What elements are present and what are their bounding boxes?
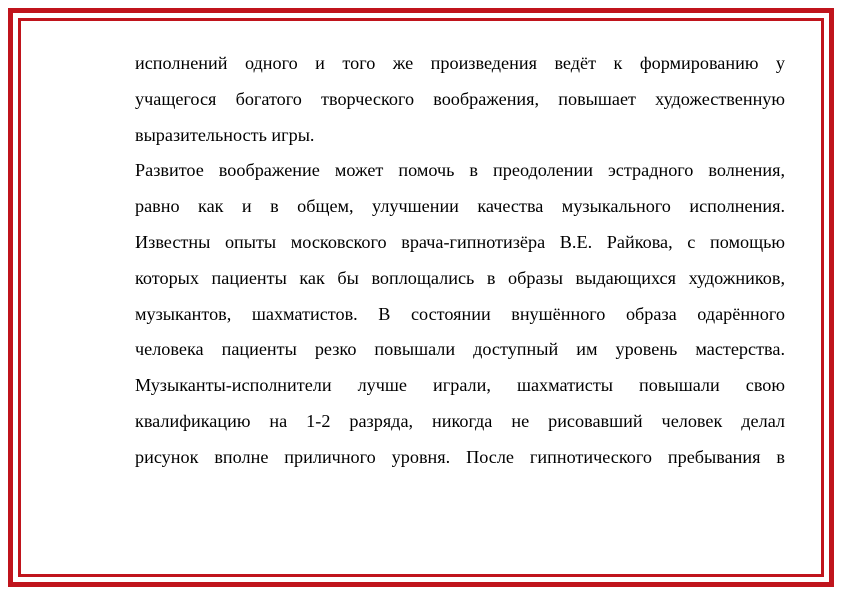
text-line-10: Музыканты-исполнители лучше играли, шахматисты повышали свою xyxy=(135,375,785,396)
text-line-2: учащегося богатого творческого воображения, повышает художественную xyxy=(135,88,785,109)
text-line-6: Известны опыты московского врача-гипнотизёра В.Е. Райкова, с помощью xyxy=(135,231,785,252)
text-line-4: Развитое воображение может помочь в преодолении эстрадного волнения, xyxy=(135,160,785,181)
text-line-7: которых пациенты как бы воплощались в образы выдающихся художников, xyxy=(135,267,785,288)
text-line-3: выразительность игры. xyxy=(135,124,315,145)
text-line-8: музыкантов, шахматистов. В состоянии внушённого образа одарённого xyxy=(135,303,785,324)
text-line-11: квалификацию на 1-2 разряда, никогда не рисовавший человек делал xyxy=(135,410,785,431)
text-line-9: человека пациенты резко повышали доступный им уровень мастерства. xyxy=(135,339,785,360)
text-line-12: рисунок вполне приличного уровня. После гипнотического пребывания в xyxy=(135,446,785,467)
body-text xyxy=(135,46,785,476)
text-line-1: исполнений одного и того же произведения ведёт к формированию у xyxy=(135,53,785,73)
text-line-5: равно как и в общем, улучшении качества музыкального исполнения. xyxy=(135,196,785,217)
